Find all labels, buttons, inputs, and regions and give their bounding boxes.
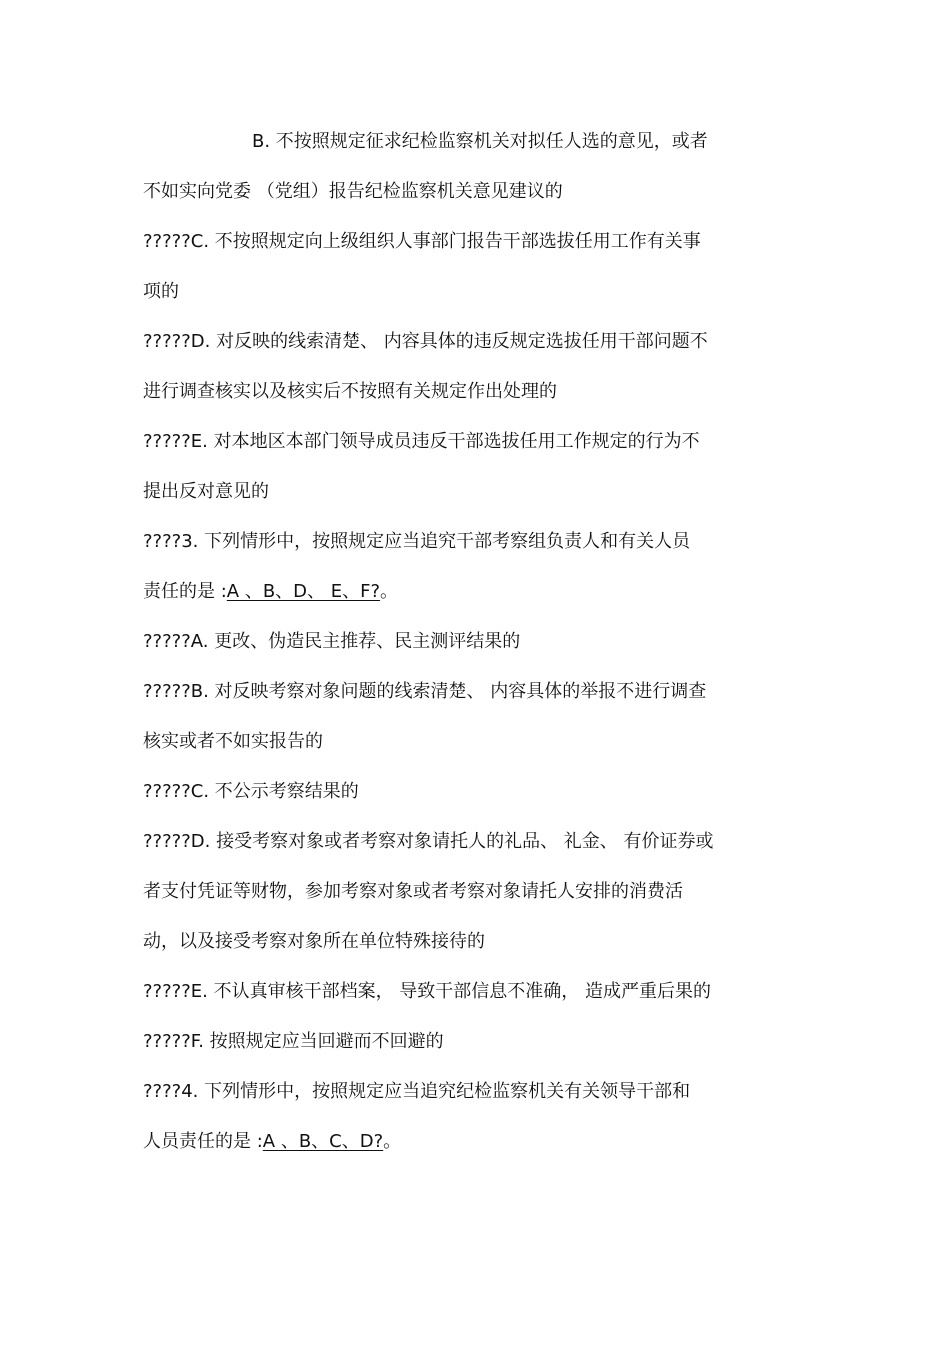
text-line-8: 提出反对意见的 bbox=[143, 481, 269, 502]
text-line-17: ?????E. 不认真审核干部档案， 导致干部信息不准确， 造成严重后果的 bbox=[143, 981, 712, 1002]
answer-line-3 bbox=[143, 580, 398, 604]
text-line-9: ????3. 下列情形中，按照规定应当追究干部考察组负责人和有关人员 bbox=[143, 531, 691, 552]
text-line-4: 项的 bbox=[143, 281, 179, 302]
answer-prefix: 人员责任的是 : bbox=[143, 1131, 263, 1152]
text-line-13: ?????C. 不公示考察结果的 bbox=[143, 781, 359, 802]
text-line-3: ?????C. 不按照规定向上级组织人事部门报告干部选拔任用工作有关事 bbox=[143, 231, 701, 252]
answer-suffix: 。 bbox=[380, 581, 399, 602]
text-line-16: 动，以及接受考察对象所在单位特殊接待的 bbox=[143, 931, 485, 952]
text-line-5: ?????D. 对反映的线索清楚、 内容具体的违反规定选拔任用干部问题不 bbox=[143, 331, 708, 352]
text-line-11: ?????B. 对反映考察对象问题的线索清楚、 内容具体的举报不进行调查 bbox=[143, 681, 707, 702]
text-line-15: 者支付凭证等财物，参加考察对象或者考察对象请托人安排的消费活 bbox=[143, 881, 683, 902]
text-line-19: ????4. 下列情形中，按照规定应当追究纪检监察机关有关领导干部和 bbox=[143, 1081, 691, 1102]
answer-prefix: 责任的是 : bbox=[143, 581, 227, 602]
text-line-10: ?????A. 更改、伪造民主推荐、民主测评结果的 bbox=[143, 631, 521, 652]
answer-value: A 、B、D、 E、F? bbox=[226, 581, 381, 602]
answer-line-4 bbox=[143, 1130, 401, 1154]
text-line-18: ?????F. 按照规定应当回避而不回避的 bbox=[143, 1031, 444, 1052]
text-line-1: B. 不按照规定征求纪检监察机关对拟任人选的意见，或者 bbox=[252, 131, 708, 152]
answer-suffix: 。 bbox=[383, 1131, 402, 1152]
text-line-12: 核实或者不如实报告的 bbox=[143, 731, 323, 752]
answer-value: A 、B、C、D? bbox=[262, 1131, 384, 1152]
text-line-2: 不如实向党委 （党组）报告纪检监察机关意见建议的 bbox=[143, 181, 563, 202]
text-line-7: ?????E. 对本地区本部门领导成员违反干部选拔任用工作规定的行为不 bbox=[143, 431, 700, 452]
text-line-14: ?????D. 接受考察对象或者考察对象请托人的礼品、 礼金、 有价证券或 bbox=[143, 831, 714, 852]
text-line-6: 进行调查核实以及核实后不按照有关规定作出处理的 bbox=[143, 381, 557, 402]
